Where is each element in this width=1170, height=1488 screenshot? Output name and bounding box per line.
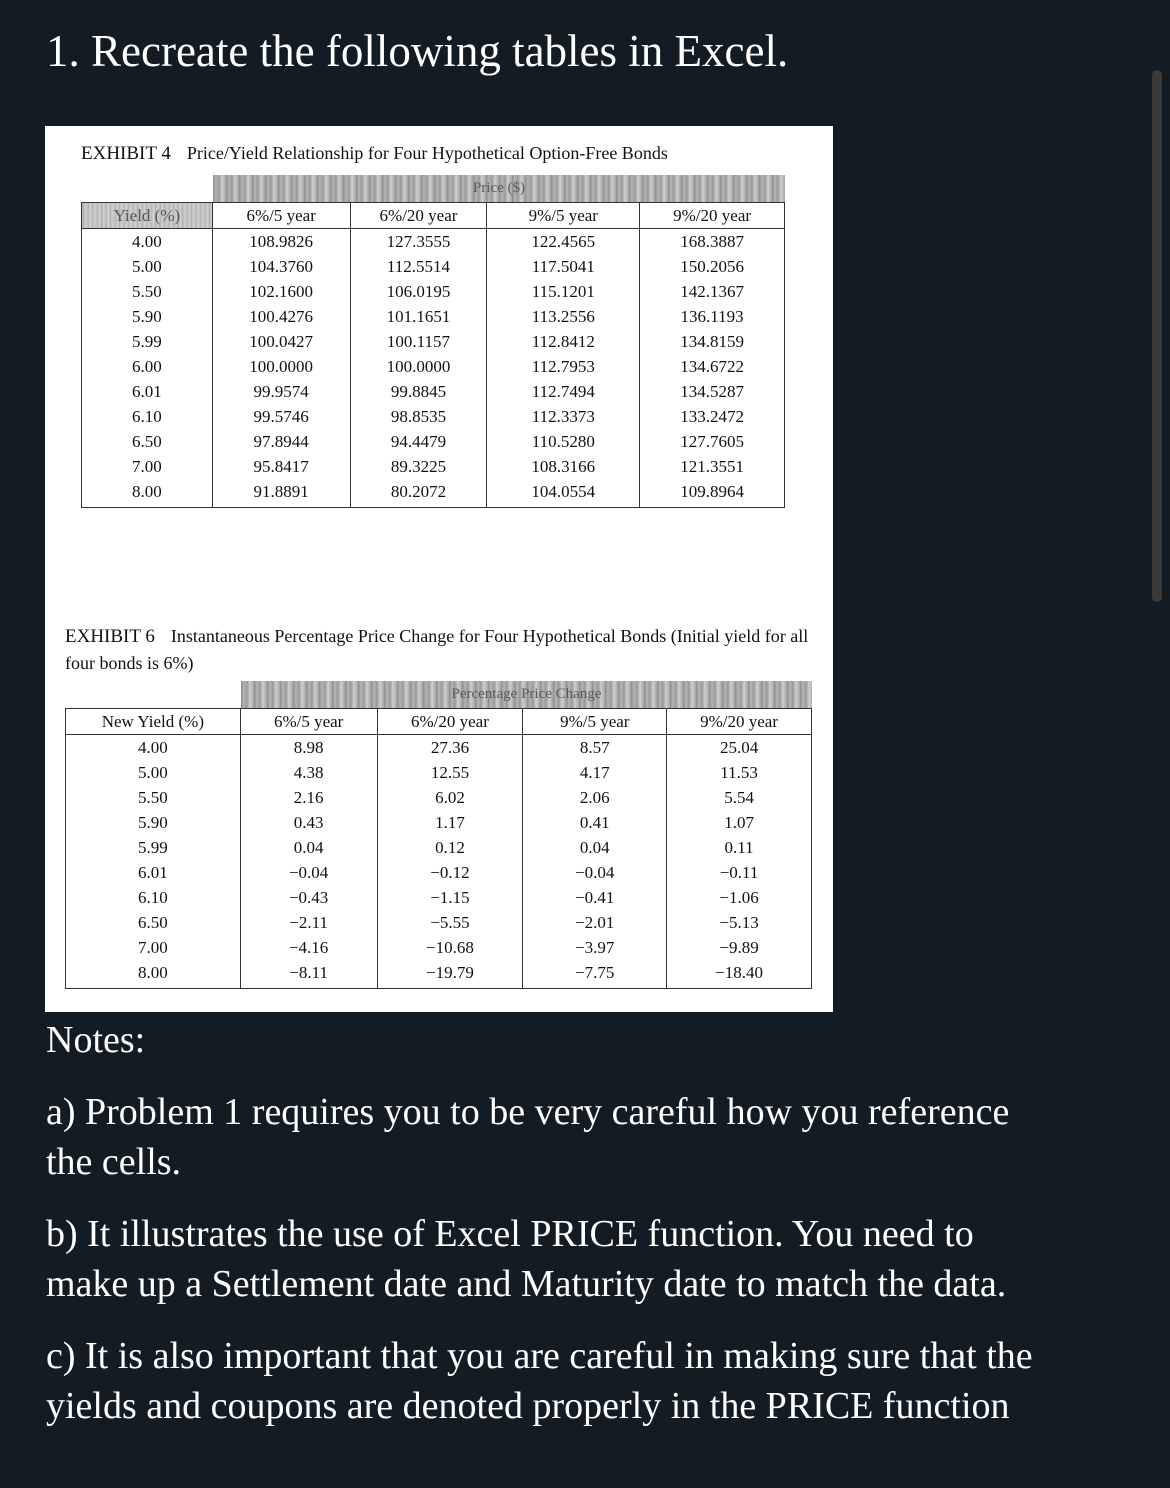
yield-cell: 5.50 [82, 279, 213, 304]
exhibit6-label: EXHIBIT 6 [65, 626, 155, 647]
value-cell: 134.6722 [640, 354, 785, 379]
table-row [82, 404, 785, 429]
value-cell: −1.15 [377, 885, 523, 910]
value-cell: 142.1367 [640, 279, 785, 304]
exhibit6-body [66, 735, 812, 989]
value-cell: 11.53 [667, 760, 812, 785]
value-cell: 134.5287 [640, 379, 785, 404]
note-b-line-2: make up a Settlement date and Maturity date to match the data. [46, 1263, 1007, 1305]
page-heading: 1. Recreate the following tables in Excel. [46, 26, 789, 76]
value-cell: 4.38 [240, 760, 377, 785]
value-cell: −1.06 [667, 885, 812, 910]
table-row [82, 354, 785, 379]
yield-cell: 6.10 [82, 404, 213, 429]
value-cell: −0.41 [523, 885, 667, 910]
value-cell: 117.5041 [487, 254, 640, 279]
value-cell: −9.89 [667, 935, 812, 960]
value-cell: −2.01 [523, 910, 667, 935]
exhibit4-label: EXHIBIT 4 [81, 143, 171, 164]
note-c [46, 1331, 1170, 1431]
value-cell: 5.54 [667, 785, 812, 810]
yield-cell: 8.00 [66, 960, 241, 989]
value-cell: 95.8417 [212, 454, 350, 479]
exhibit4-body [82, 229, 785, 508]
value-cell: 136.1193 [640, 304, 785, 329]
exhibit4-caption [81, 140, 668, 167]
table-row [66, 960, 812, 989]
yield-cell: 5.90 [82, 304, 213, 329]
table-row [66, 885, 812, 910]
value-cell: 99.8845 [350, 379, 487, 404]
table-row [66, 910, 812, 935]
value-cell: 106.0195 [350, 279, 487, 304]
value-cell: 4.17 [523, 760, 667, 785]
yield-cell: 5.99 [82, 329, 213, 354]
notes-title: Notes: [46, 1019, 146, 1061]
exhibit4-header-cell: 9%/20 year [640, 203, 785, 229]
value-cell: −5.55 [377, 910, 523, 935]
table-row [82, 454, 785, 479]
note-a-line-1: a) Problem 1 requires you to be very careful how you reference [46, 1091, 1010, 1133]
exhibit4-header-row [82, 203, 785, 229]
table-row [82, 229, 785, 255]
value-cell: −4.16 [240, 935, 377, 960]
yield-cell: 5.99 [66, 835, 241, 860]
exhibit6-caption [65, 623, 815, 676]
value-cell: 99.5746 [212, 404, 350, 429]
exhibit6-change-band: Percentage Price Change [241, 681, 812, 708]
value-cell: 2.16 [240, 785, 377, 810]
value-cell: −19.79 [377, 960, 523, 989]
yield-cell: 5.00 [82, 254, 213, 279]
value-cell: 168.3887 [640, 229, 785, 255]
value-cell: 1.07 [667, 810, 812, 835]
value-cell: 100.4276 [212, 304, 350, 329]
value-cell: −10.68 [377, 935, 523, 960]
yield-cell: 6.10 [66, 885, 241, 910]
value-cell: 2.06 [523, 785, 667, 810]
value-cell: 104.0554 [487, 479, 640, 508]
exhibit6-header-cell: 6%/5 year [240, 709, 377, 735]
exhibit6-header-cell: 9%/20 year [667, 709, 812, 735]
exhibit6-title: Instantaneous Percentage Price Change for Four Hypothetical Bonds (Initial yield for all four bonds is 6%) [65, 626, 809, 673]
value-cell: 101.1651 [350, 304, 487, 329]
value-cell: 121.3551 [640, 454, 785, 479]
yield-cell: 6.50 [66, 910, 241, 935]
value-cell: −8.11 [240, 960, 377, 989]
value-cell: 94.4479 [350, 429, 487, 454]
yield-cell: 7.00 [66, 935, 241, 960]
table-row [82, 304, 785, 329]
exhibit4-header-cell: 6%/20 year [350, 203, 487, 229]
yield-cell: 6.00 [82, 354, 213, 379]
value-cell: −0.04 [240, 860, 377, 885]
value-cell: 0.04 [240, 835, 377, 860]
value-cell: 115.1201 [487, 279, 640, 304]
value-cell: 133.2472 [640, 404, 785, 429]
value-cell: 100.0000 [212, 354, 350, 379]
exhibit6-header-cell: New Yield (%) [66, 709, 241, 735]
value-cell: −7.75 [523, 960, 667, 989]
value-cell: 102.1600 [212, 279, 350, 304]
value-cell: 0.11 [667, 835, 812, 860]
note-c-line-1: c) It is also important that you are careful in making sure that the [46, 1335, 1033, 1377]
value-cell: 112.3373 [487, 404, 640, 429]
value-cell: 97.8944 [212, 429, 350, 454]
exhibit4-table [81, 202, 785, 508]
table-row [66, 785, 812, 810]
value-cell: 0.04 [523, 835, 667, 860]
yield-cell: 4.00 [66, 735, 241, 761]
yield-cell: 6.01 [66, 860, 241, 885]
value-cell: −2.11 [240, 910, 377, 935]
value-cell: 104.3760 [212, 254, 350, 279]
exhibit4-price-band: Price ($) [213, 175, 785, 202]
note-b-line-1: b) It illustrates the use of Excel PRICE function. You need to [46, 1213, 974, 1255]
value-cell: −5.13 [667, 910, 812, 935]
yield-cell: 5.00 [66, 760, 241, 785]
value-cell: 127.3555 [350, 229, 487, 255]
table-row [82, 479, 785, 508]
value-cell: 27.36 [377, 735, 523, 761]
table-row [66, 810, 812, 835]
value-cell: 6.02 [377, 785, 523, 810]
value-cell: 100.0427 [212, 329, 350, 354]
value-cell: 112.7953 [487, 354, 640, 379]
value-cell: 112.7494 [487, 379, 640, 404]
yield-cell: 4.00 [82, 229, 213, 255]
value-cell: 12.55 [377, 760, 523, 785]
table-row [66, 760, 812, 785]
value-cell: 100.0000 [350, 354, 487, 379]
yield-cell: 8.00 [82, 479, 213, 508]
note-b [46, 1209, 1170, 1309]
table-row [66, 735, 812, 761]
exhibit6-header-cell: 6%/20 year [377, 709, 523, 735]
note-a [46, 1087, 1170, 1187]
value-cell: −0.12 [377, 860, 523, 885]
value-cell: 122.4565 [487, 229, 640, 255]
value-cell: 110.5280 [487, 429, 640, 454]
value-cell: −0.04 [523, 860, 667, 885]
vertical-scrollbar[interactable] [1152, 70, 1162, 602]
value-cell: 0.43 [240, 810, 377, 835]
table-row [82, 329, 785, 354]
value-cell: 0.12 [377, 835, 523, 860]
notes-section [46, 1015, 1170, 1453]
table-row [82, 254, 785, 279]
table-row [66, 935, 812, 960]
exhibit4-title: Price/Yield Relationship for Four Hypothetical Option-Free Bonds [186, 143, 668, 163]
value-cell: −3.97 [523, 935, 667, 960]
exhibit6-table [65, 708, 812, 989]
yield-cell: 6.50 [82, 429, 213, 454]
yield-cell: 5.90 [66, 810, 241, 835]
value-cell: 113.2556 [487, 304, 640, 329]
value-cell: 112.5514 [350, 254, 487, 279]
yield-cell: 6.01 [82, 379, 213, 404]
note-c-line-2: yields and coupons are denoted properly in the PRICE function [46, 1385, 1010, 1427]
table-row [82, 429, 785, 454]
value-cell: 112.8412 [487, 329, 640, 354]
table-row [82, 379, 785, 404]
yield-cell: 5.50 [66, 785, 241, 810]
value-cell: 100.1157 [350, 329, 487, 354]
value-cell: 109.8964 [640, 479, 785, 508]
value-cell: 98.8535 [350, 404, 487, 429]
value-cell: 25.04 [667, 735, 812, 761]
value-cell: 108.9826 [212, 229, 350, 255]
value-cell: 91.8891 [212, 479, 350, 508]
exhibit6-header-cell: 9%/5 year [523, 709, 667, 735]
scanned-exhibits [45, 126, 833, 1012]
value-cell: 150.2056 [640, 254, 785, 279]
value-cell: 0.41 [523, 810, 667, 835]
table-row [66, 835, 812, 860]
table-row [82, 279, 785, 304]
value-cell: −18.40 [667, 960, 812, 989]
value-cell: 1.17 [377, 810, 523, 835]
exhibit4-header-cell: 9%/5 year [487, 203, 640, 229]
value-cell: 134.8159 [640, 329, 785, 354]
value-cell: 108.3166 [487, 454, 640, 479]
value-cell: 8.57 [523, 735, 667, 761]
value-cell: 80.2072 [350, 479, 487, 508]
value-cell: 8.98 [240, 735, 377, 761]
note-a-line-2: the cells. [46, 1141, 182, 1183]
value-cell: −0.11 [667, 860, 812, 885]
table-row [66, 860, 812, 885]
yield-cell: 7.00 [82, 454, 213, 479]
value-cell: −0.43 [240, 885, 377, 910]
value-cell: 99.9574 [212, 379, 350, 404]
value-cell: 127.7605 [640, 429, 785, 454]
exhibit6-header-row [66, 709, 812, 735]
value-cell: 89.3225 [350, 454, 487, 479]
exhibit4-header-cell: Yield (%) [82, 203, 213, 229]
exhibit4-header-cell: 6%/5 year [212, 203, 350, 229]
